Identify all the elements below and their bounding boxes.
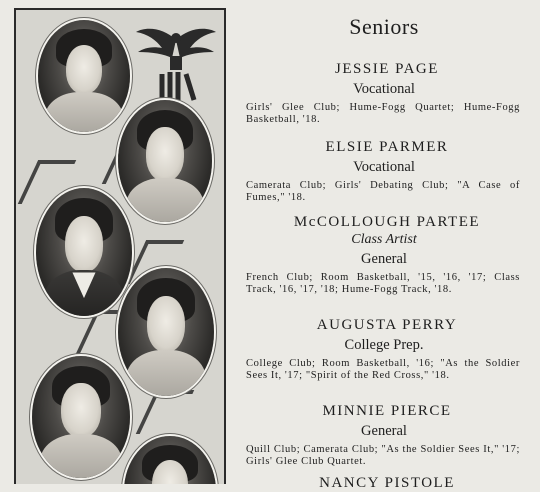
senior-entry	[244, 213, 524, 295]
senior-name: McCOLLOUGH PARTEE	[293, 214, 481, 230]
portrait-elsie-parmer	[118, 100, 212, 222]
senior-name: JESSIE PAGE	[335, 61, 439, 77]
senior-course: College Prep.	[344, 337, 424, 353]
senior-activities: Quill Club; Camerata Club; "As the Soldier Sees It," '17; Girls' Glee Club Quartet.	[246, 444, 520, 467]
senior-entry	[244, 402, 524, 467]
senior-course: General	[361, 423, 407, 439]
senior-entry	[244, 474, 524, 492]
portrait-augusta-perry	[118, 268, 214, 396]
page-title: Seniors	[349, 14, 419, 39]
senior-entry	[244, 60, 524, 125]
senior-activities: Girls' Glee Club; Hume-Fogg Quartet; Hume-Fogg Basketball, '18.	[246, 102, 520, 125]
portrait-nancy-pistole	[124, 436, 216, 484]
senior-entry	[244, 138, 524, 203]
senior-course: General	[361, 251, 407, 267]
senior-entry	[244, 316, 524, 381]
portrait-minnie-pierce	[32, 356, 130, 478]
senior-course: Vocational	[353, 81, 415, 97]
senior-activities: French Club; Room Basketball, '15, '16, '17; Class Track, '16, '17, '18; Hume-Fogg Track, '18.	[246, 272, 520, 295]
portrait-mccollough-partee	[36, 188, 132, 316]
senior-name: MINNIE PIERCE	[322, 403, 452, 419]
portrait-panel	[14, 8, 226, 484]
senior-activities: College Club; Room Basketball, '16; "As the Soldier Sees It, '17; "Spirit of the Red Cross," '18.	[246, 358, 520, 381]
senior-activities: Camerata Club; Girls' Debating Club; "A Case of Fumes," '18.	[246, 180, 520, 203]
senior-role: Class Artist	[351, 232, 417, 247]
portrait-jessie-page	[38, 20, 130, 132]
decorative-scroll	[136, 390, 195, 434]
senior-name: AUGUSTA PERRY	[316, 317, 458, 333]
senior-name: ELSIE PARMER	[325, 139, 449, 155]
seniors-listing	[244, 0, 524, 491]
senior-name: NANCY PISTOLE	[319, 475, 455, 491]
senior-course: Vocational	[353, 159, 415, 175]
eagle-emblem-icon	[134, 22, 218, 104]
